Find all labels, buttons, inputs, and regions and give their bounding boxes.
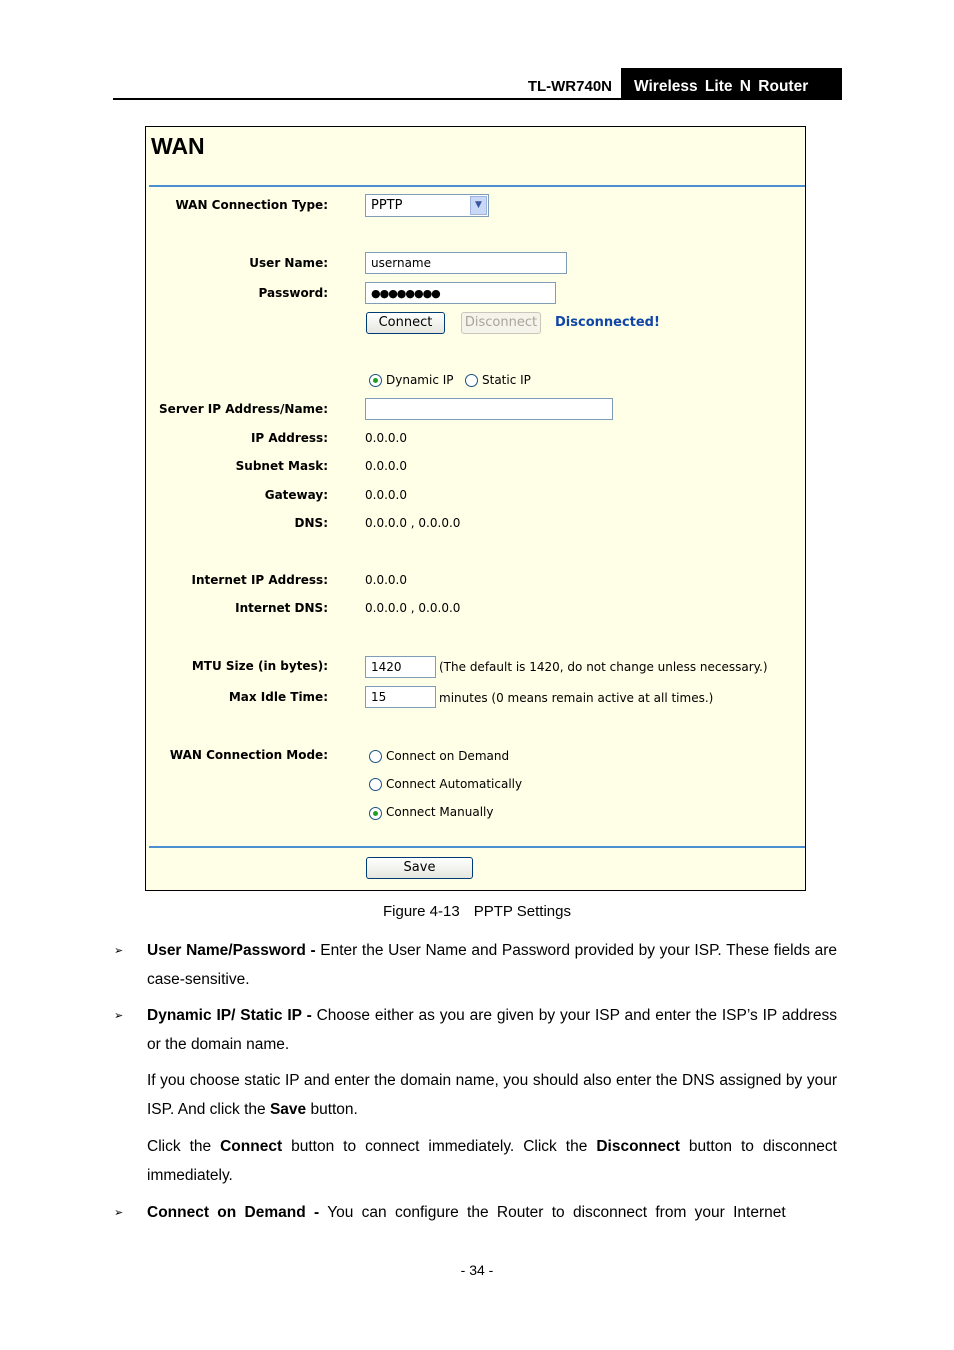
server-address-label: Server IP Address/Name:: [159, 402, 328, 416]
connection-type-value: PPTP: [371, 198, 403, 213]
document-product-banner: Wireless Lite N Router: [621, 68, 842, 99]
connection-status: Disconnected!: [555, 315, 660, 330]
panel-bottom-divider: [149, 846, 805, 848]
chevron-down-icon[interactable]: ▼: [470, 196, 487, 215]
gateway-label: Gateway:: [264, 488, 328, 502]
term-user-name-password: User Name/Password -: [147, 942, 316, 959]
mtu-size-label: MTU Size (in bytes):: [191, 659, 328, 673]
user-name-input[interactable]: username: [365, 252, 567, 274]
paragraph-text: Click the: [147, 1138, 221, 1155]
paragraph-dynamic-static-ip: [147, 1001, 837, 1059]
paragraph-text: button to connect immediately. Click the: [282, 1138, 597, 1155]
gateway-value: 0.0.0.0: [365, 488, 407, 502]
max-idle-label: Max Idle Time:: [228, 690, 328, 704]
dns-value: 0.0.0.0 , 0.0.0.0: [365, 516, 461, 530]
connection-type-label: WAN Connection Type:: [175, 198, 328, 212]
connection-type-select[interactable]: [365, 194, 489, 217]
term-save: Save: [269, 1101, 307, 1118]
mtu-size-input[interactable]: 1420: [365, 656, 436, 678]
connect-manually-radio[interactable]: [369, 807, 382, 820]
paragraph-text: You can configure the Router to disconnect from your Internet: [319, 1204, 786, 1221]
term-connect: Connect: [220, 1138, 283, 1155]
connect-on-demand-label: Connect on Demand: [386, 749, 510, 763]
paragraph-text: button to disconnect immediately.: [147, 1138, 837, 1184]
ip-address-label: IP Address:: [250, 431, 328, 445]
static-ip-radio[interactable]: [465, 374, 478, 387]
password-input[interactable]: ●●●●●●●●: [365, 282, 556, 304]
connect-on-demand-radio[interactable]: [369, 750, 382, 763]
page-number: - 34 -: [460, 1262, 494, 1278]
document-model: TL-WR740N: [527, 78, 612, 95]
internet-dns-label: Internet DNS:: [235, 601, 328, 615]
figure-caption: [0, 903, 954, 920]
panel-top-divider: [149, 185, 805, 187]
internet-ip-label: Internet IP Address:: [191, 573, 328, 587]
panel-title: WAN: [151, 133, 205, 159]
mtu-size-hint: (The default is 1420, do not change unless necessary.): [439, 660, 768, 674]
password-label: Password:: [258, 286, 328, 300]
dynamic-ip-label: Dynamic IP: [386, 373, 454, 387]
disconnect-button[interactable]: Disconnect: [461, 312, 541, 334]
term-disconnect: Disconnect: [596, 1138, 680, 1155]
save-button[interactable]: Save: [366, 857, 473, 879]
server-address-input[interactable]: [365, 398, 613, 420]
user-name-label: User Name:: [249, 256, 328, 270]
static-ip-label: Static IP: [482, 373, 531, 387]
bullet-icon: ➢: [114, 945, 124, 957]
connection-mode-label: WAN Connection Mode:: [169, 748, 328, 762]
max-idle-input[interactable]: 15: [365, 686, 436, 708]
dns-label: DNS:: [294, 516, 328, 530]
subnet-mask-value: 0.0.0.0: [365, 459, 407, 473]
bullet-icon: ➢: [114, 1207, 124, 1219]
dynamic-ip-radio[interactable]: [369, 374, 382, 387]
figure-title: PPTP Settings: [473, 903, 571, 920]
paragraph-text: button.: [306, 1101, 358, 1118]
bullet-icon: ➢: [114, 1010, 124, 1022]
paragraph-connect-disconnect: [147, 1132, 837, 1190]
paragraph-connect-on-demand: [147, 1198, 837, 1227]
paragraph-static-ip-dns: [147, 1066, 837, 1124]
subnet-mask-label: Subnet Mask:: [235, 459, 328, 473]
connect-manually-label: Connect Manually: [386, 805, 494, 819]
paragraph-text: Choose either as you are given by your ISP and enter the ISP’s IP address or the domain name.: [147, 1007, 837, 1053]
paragraph-user-name-password: [147, 936, 837, 994]
internet-dns-value: 0.0.0.0 , 0.0.0.0: [365, 601, 461, 615]
term-dynamic-static-ip: Dynamic IP/ Static IP -: [147, 1007, 312, 1024]
internet-ip-value: 0.0.0.0: [365, 573, 407, 587]
term-connect-on-demand: Connect on Demand -: [147, 1204, 320, 1221]
connect-automatically-label: Connect Automatically: [386, 777, 523, 791]
header-rule: [113, 98, 842, 100]
max-idle-hint: minutes (0 means remain active at all times.): [439, 691, 714, 705]
figure-number: Figure 4-13: [383, 903, 460, 920]
connect-automatically-radio[interactable]: [369, 778, 382, 791]
wan-settings-panel: [145, 126, 806, 891]
paragraph-text: If you choose static IP and enter the domain name, you should also enter the DNS assigned by your ISP. And click the: [147, 1072, 837, 1118]
connect-button[interactable]: Connect: [366, 312, 445, 334]
paragraph-text: Enter the User Name and Password provided by your ISP. These fields are case-sensitive.: [147, 942, 837, 988]
ip-address-value: 0.0.0.0: [365, 431, 407, 445]
